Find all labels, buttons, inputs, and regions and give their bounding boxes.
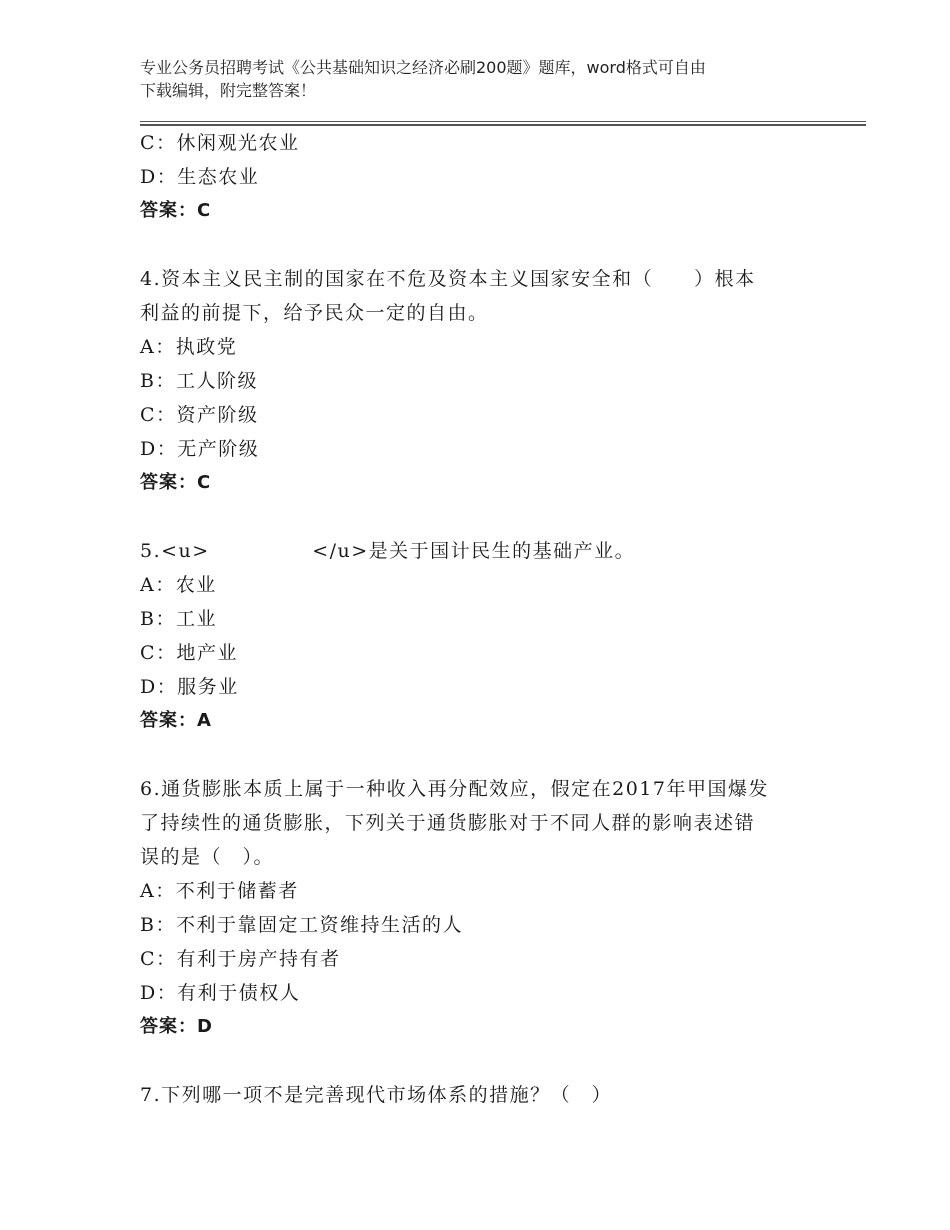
option-c: C：有利于房产持有者 (140, 948, 341, 970)
header-divider (140, 121, 866, 122)
option-d: D：有利于债权人 (140, 982, 301, 1004)
option-b: B：工业 (140, 608, 217, 630)
option-c: C：休闲观光农业 (140, 132, 300, 154)
answer: 答案：C (140, 472, 212, 493)
option-d: D：无产阶级 (140, 438, 260, 460)
question-7 (140, 1078, 820, 1112)
question-stem-cont: 了持续性的通货膨胀，下列关于通货膨胀对于不同人群的影响表述错 (140, 812, 756, 834)
option-c: C：资产阶级 (140, 404, 259, 426)
header-line-2: 下载编辑，附完整答案！ (140, 81, 317, 100)
question-stem: 7.下列哪一项不是完善现代市场体系的措施？（ ） (140, 1084, 613, 1106)
answer: 答案：D (140, 1016, 213, 1037)
option-b: B：不利于靠固定工资维持生活的人 (140, 914, 463, 936)
question-6 (140, 772, 820, 1044)
question-4 (140, 262, 820, 500)
option-b: B：工人阶级 (140, 370, 258, 392)
page-header (140, 56, 830, 102)
option-a: A：不利于储蓄者 (140, 880, 299, 902)
answer: 答案：A (140, 710, 212, 731)
question-3-tail (140, 126, 820, 228)
question-stem-cont-2: 误的是（ ）。 (140, 846, 275, 868)
option-a: A：执政党 (140, 336, 238, 358)
question-5 (140, 534, 820, 738)
question-list (140, 126, 820, 1112)
option-c: C：地产业 (140, 642, 239, 664)
question-stem: 4.资本主义民主制的国家在不危及资本主义国家安全和（ ）根本 (140, 268, 756, 290)
option-a: A：农业 (140, 574, 217, 596)
answer: 答案：C (140, 200, 212, 221)
option-d: D：服务业 (140, 676, 239, 698)
question-stem-cont: 利益的前提下，给予民众一定的自由。 (140, 302, 489, 324)
option-d: D：生态农业 (140, 166, 260, 188)
header-line-1: 专业公务员招聘考试《公共基础知识之经济必刷200题》题库，word格式可自由 (140, 58, 706, 77)
question-stem: 6.通货膨胀本质上属于一种收入再分配效应，假定在2017年甲国爆发 (140, 778, 769, 800)
question-stem: 5.<u> </u>是关于国计民生的基础产业。 (140, 540, 636, 562)
